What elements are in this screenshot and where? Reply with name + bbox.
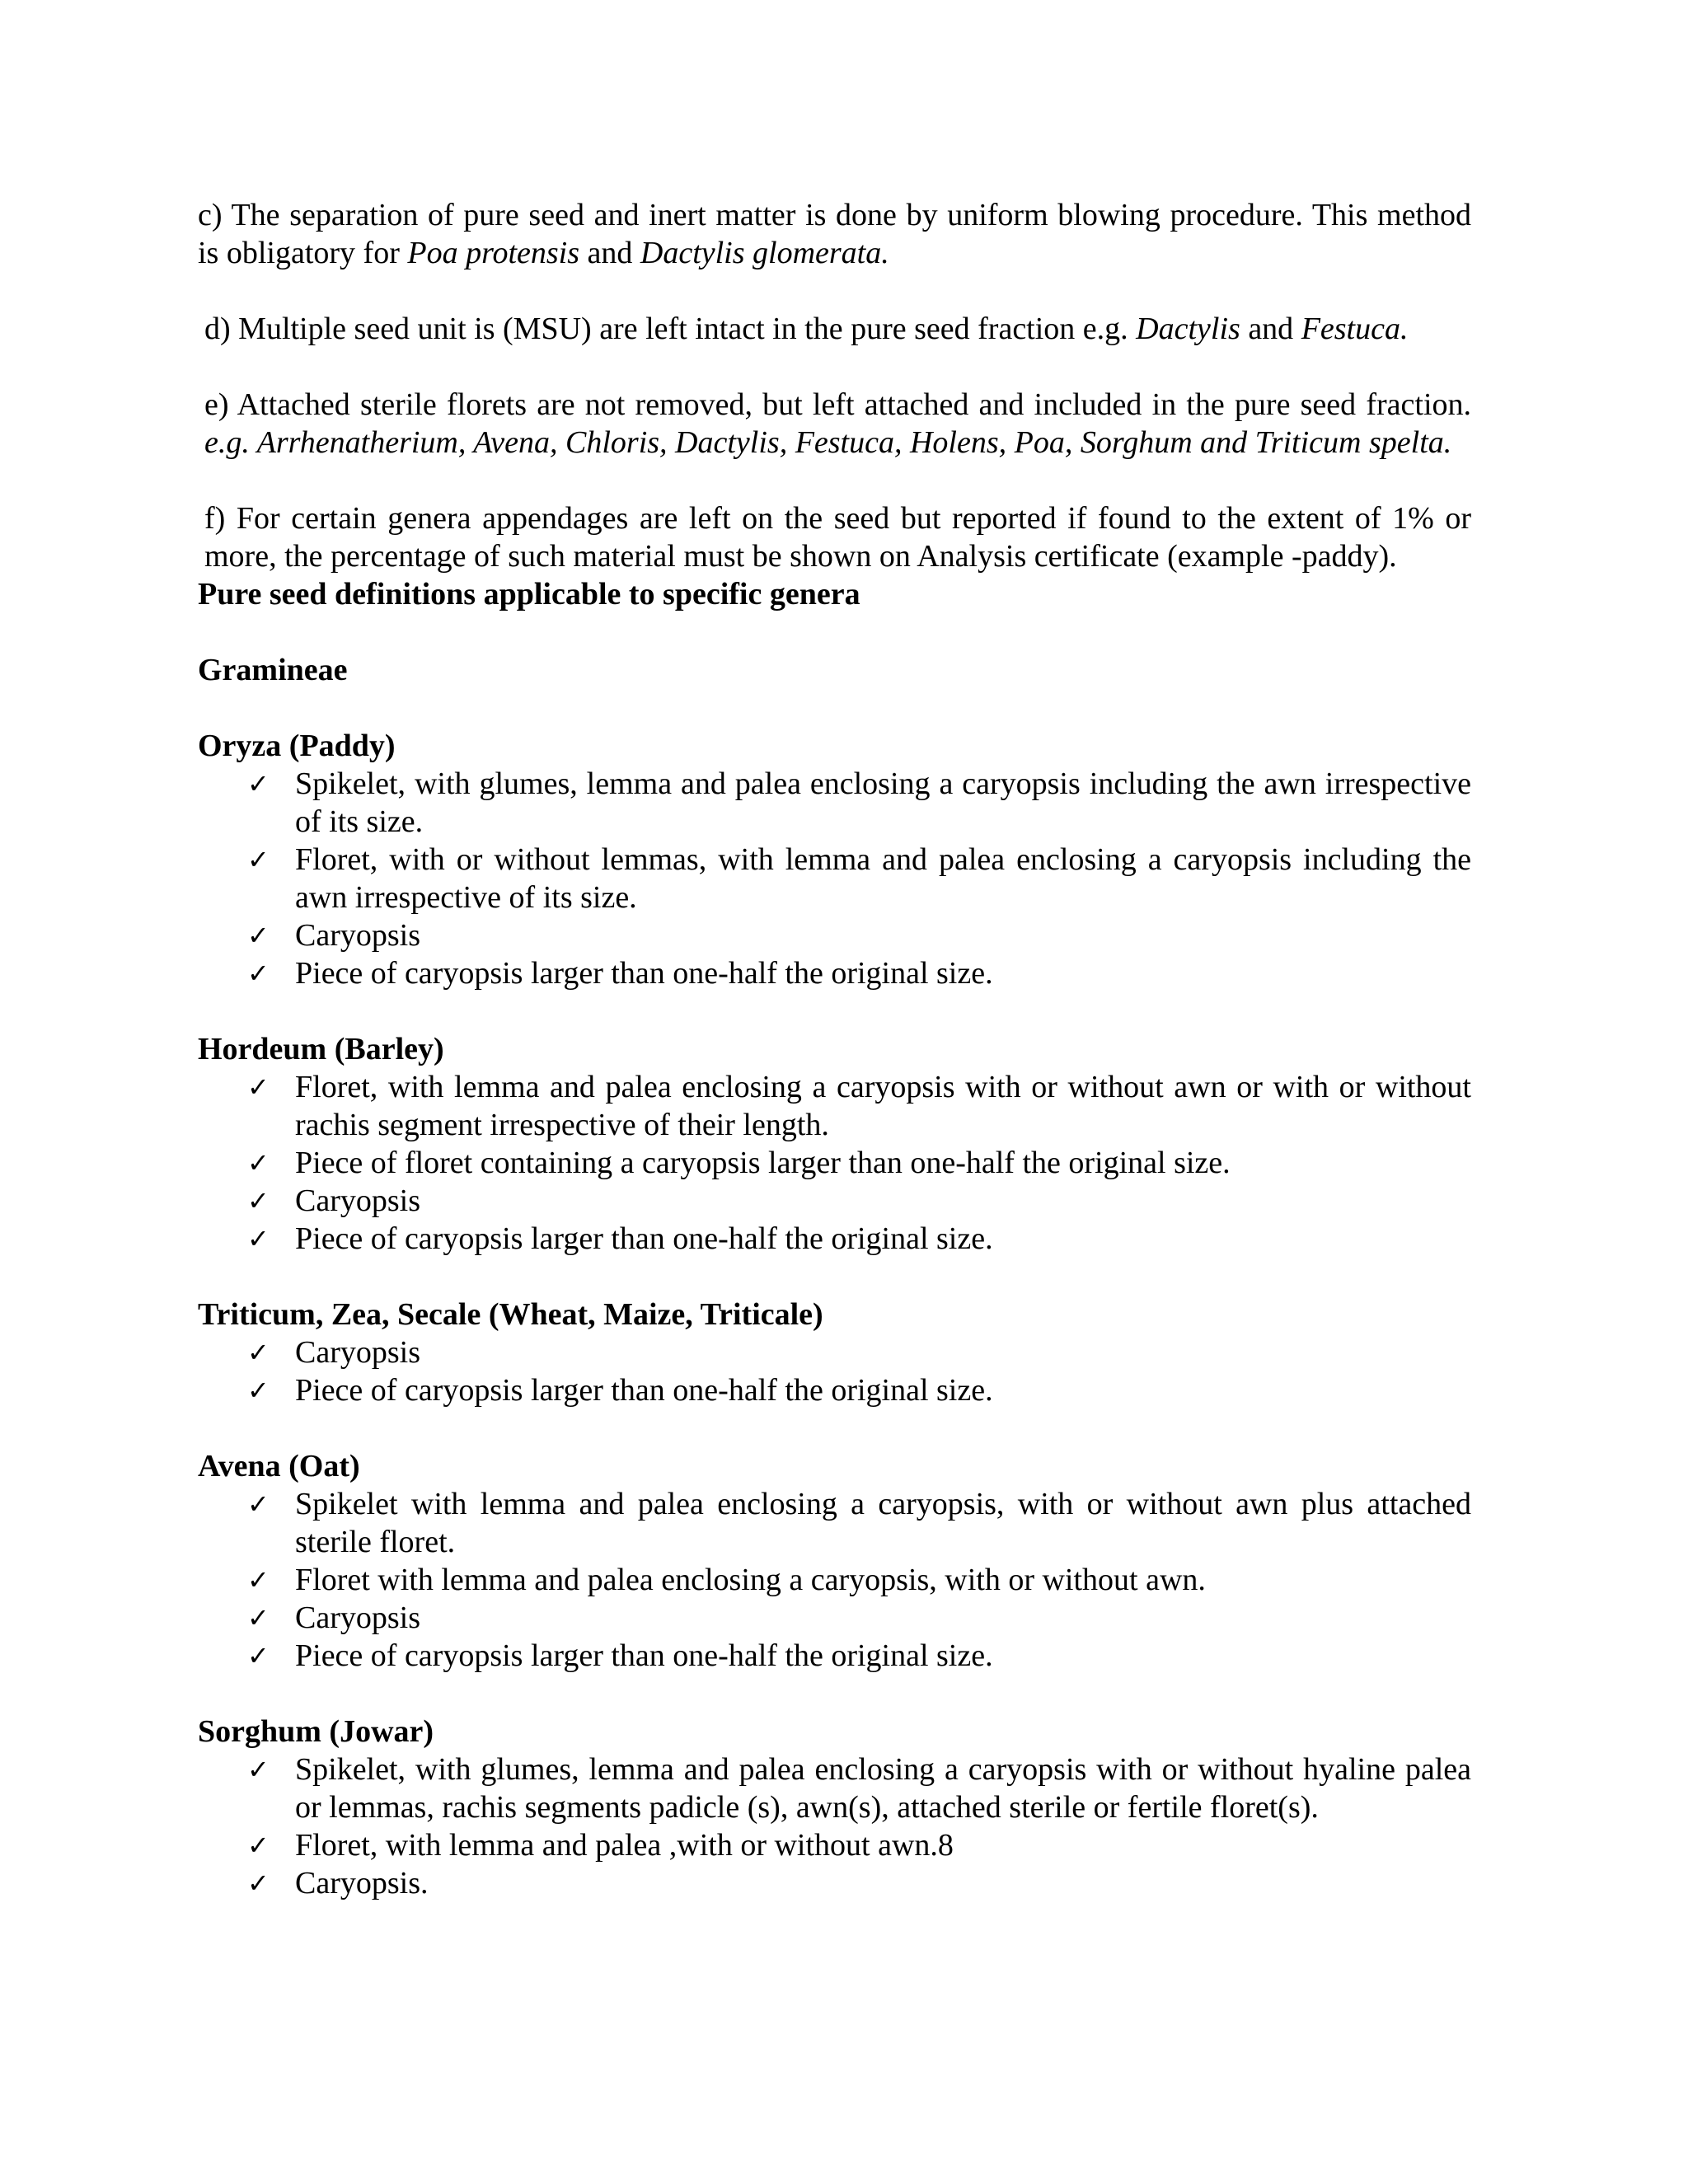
definition-text: Caryopsis <box>295 1601 420 1635</box>
genus-heading: Hordeum (Barley) <box>198 1032 444 1066</box>
checkmark-icon: ✓ <box>247 768 270 799</box>
definition-item <box>198 765 1471 841</box>
definition-item <box>198 1864 1471 1902</box>
definition-text: Spikelet with lemma and palea enclosing a caryopsis, with or without awn plus attached sterile floret. <box>295 1487 1471 1559</box>
definition-text: Caryopsis <box>295 1335 420 1370</box>
checkmark-icon: ✓ <box>247 1564 270 1596</box>
definition-text: Spikelet, with glumes, lemma and palea enclosing a caryopsis including the awn irrespective of its size. <box>295 766 1471 839</box>
definition-list <box>198 1750 1471 1902</box>
checkmark-icon: ✓ <box>247 1337 270 1368</box>
checkmark-icon: ✓ <box>247 844 270 875</box>
definition-item <box>198 1485 1471 1561</box>
paragraph-d-genus-2: Festuca. <box>1301 312 1409 346</box>
paragraph-e <box>198 386 1471 462</box>
genus-group-oryza <box>198 727 1471 992</box>
paragraph-d-genus-1: Dactylis <box>1136 312 1240 346</box>
checkmark-icon: ✓ <box>247 1147 270 1179</box>
checkmark-icon: ✓ <box>247 920 270 951</box>
definition-item <box>198 1750 1471 1826</box>
document-page <box>198 196 1471 1902</box>
definition-list <box>198 765 1471 992</box>
definition-text: Caryopsis <box>295 1183 420 1218</box>
paragraph-e-text: e) Attached sterile florets are not removed, but left attached and included in the pure seed fraction. <box>204 387 1471 422</box>
definition-list <box>198 1485 1471 1675</box>
definition-item <box>198 1561 1471 1599</box>
paragraph-e-examples: e.g. Arrhenatherium, Avena, Chloris, Dactylis, Festuca, Holens, Poa, Sorghum and Triticum spelta. <box>204 425 1452 460</box>
definition-text: Floret with lemma and palea enclosing a caryopsis, with or without awn. <box>295 1563 1206 1597</box>
definition-item <box>198 1220 1471 1258</box>
definition-text: Floret, with lemma and palea enclosing a caryopsis with or without awn or with or without rachis segment irrespective of their length. <box>295 1070 1471 1142</box>
definition-text: Floret, with lemma and palea ,with or without awn.8 <box>295 1828 954 1863</box>
definition-item <box>198 1182 1471 1220</box>
checkmark-icon: ✓ <box>247 1640 270 1671</box>
genus-heading: Avena (Oat) <box>198 1449 360 1483</box>
checkmark-icon: ✓ <box>247 1071 270 1103</box>
definition-item <box>198 1637 1471 1675</box>
paragraph-c-and: and <box>579 236 640 270</box>
checkmark-icon: ✓ <box>247 1185 270 1216</box>
definition-item <box>198 1371 1471 1409</box>
genus-heading: Oryza (Paddy) <box>198 729 396 763</box>
paragraph-c-species-1: Poa protensis <box>407 236 580 270</box>
definition-item <box>198 1144 1471 1182</box>
paragraph-c-text: c) The separation of pure seed and inert matter is done by uniform blowing procedure. This method is obligatory for <box>198 198 1471 270</box>
definition-text: Piece of caryopsis larger than one-half the original size. <box>295 956 993 991</box>
definition-text: Piece of caryopsis larger than one-half the original size. <box>295 1221 993 1256</box>
definition-item <box>198 1599 1471 1637</box>
paragraph-d-text: d) Multiple seed unit is (MSU) are left intact in the pure seed fraction e.g. <box>204 312 1137 346</box>
family-heading: Gramineae <box>198 653 348 687</box>
genus-heading: Sorghum (Jowar) <box>198 1714 434 1749</box>
definition-item <box>198 1068 1471 1144</box>
genus-heading: Triticum, Zea, Secale (Wheat, Maize, Triticale) <box>198 1297 823 1332</box>
genus-group-avena <box>198 1447 1471 1675</box>
definition-text: Floret, with or without lemmas, with lemma and palea enclosing a caryopsis including the awn irrespective of its size. <box>295 842 1471 915</box>
definition-text: Caryopsis <box>295 918 420 953</box>
genus-group-sorghum <box>198 1713 1471 1902</box>
checkmark-icon: ✓ <box>247 1602 270 1633</box>
definition-item <box>198 1826 1471 1864</box>
checkmark-icon: ✓ <box>247 1830 270 1861</box>
paragraph-c <box>198 196 1471 272</box>
definition-text: Piece of caryopsis larger than one-half the original size. <box>295 1373 993 1408</box>
section-title: Pure seed definitions applicable to specific genera <box>198 577 860 612</box>
checkmark-icon: ✓ <box>247 1868 270 1899</box>
definition-text: Spikelet, with glumes, lemma and palea enclosing a caryopsis with or without hyaline palea or lemmas, rachis segments padicle (s), awn(s), attached sterile or fertile floret(s). <box>295 1752 1471 1825</box>
genus-group-triticum <box>198 1296 1471 1409</box>
checkmark-icon: ✓ <box>247 1223 270 1254</box>
definition-item <box>198 916 1471 954</box>
definition-text: Piece of floret containing a caryopsis larger than one-half the original size. <box>295 1146 1231 1180</box>
definition-text: Piece of caryopsis larger than one-half the original size. <box>295 1638 993 1673</box>
paragraph-f: f) For certain genera appendages are left on the seed but reported if found to the extent of 1% or more, the percentage of such material must be shown on Analysis certificate (example -paddy). <box>204 501 1471 574</box>
checkmark-icon: ✓ <box>247 1754 270 1785</box>
definition-text: Caryopsis. <box>295 1866 429 1900</box>
checkmark-icon: ✓ <box>247 1375 270 1406</box>
genus-group-hordeum <box>198 1030 1471 1258</box>
definition-item <box>198 841 1471 916</box>
paragraph-d-and: and <box>1240 312 1301 346</box>
paragraph-d <box>198 310 1471 348</box>
definition-list <box>198 1333 1471 1409</box>
definition-item <box>198 954 1471 992</box>
definition-item <box>198 1333 1471 1371</box>
checkmark-icon: ✓ <box>247 1488 270 1520</box>
paragraph-c-species-2: Dactylis glomerata. <box>640 236 889 270</box>
checkmark-icon: ✓ <box>247 958 270 989</box>
definition-list <box>198 1068 1471 1258</box>
